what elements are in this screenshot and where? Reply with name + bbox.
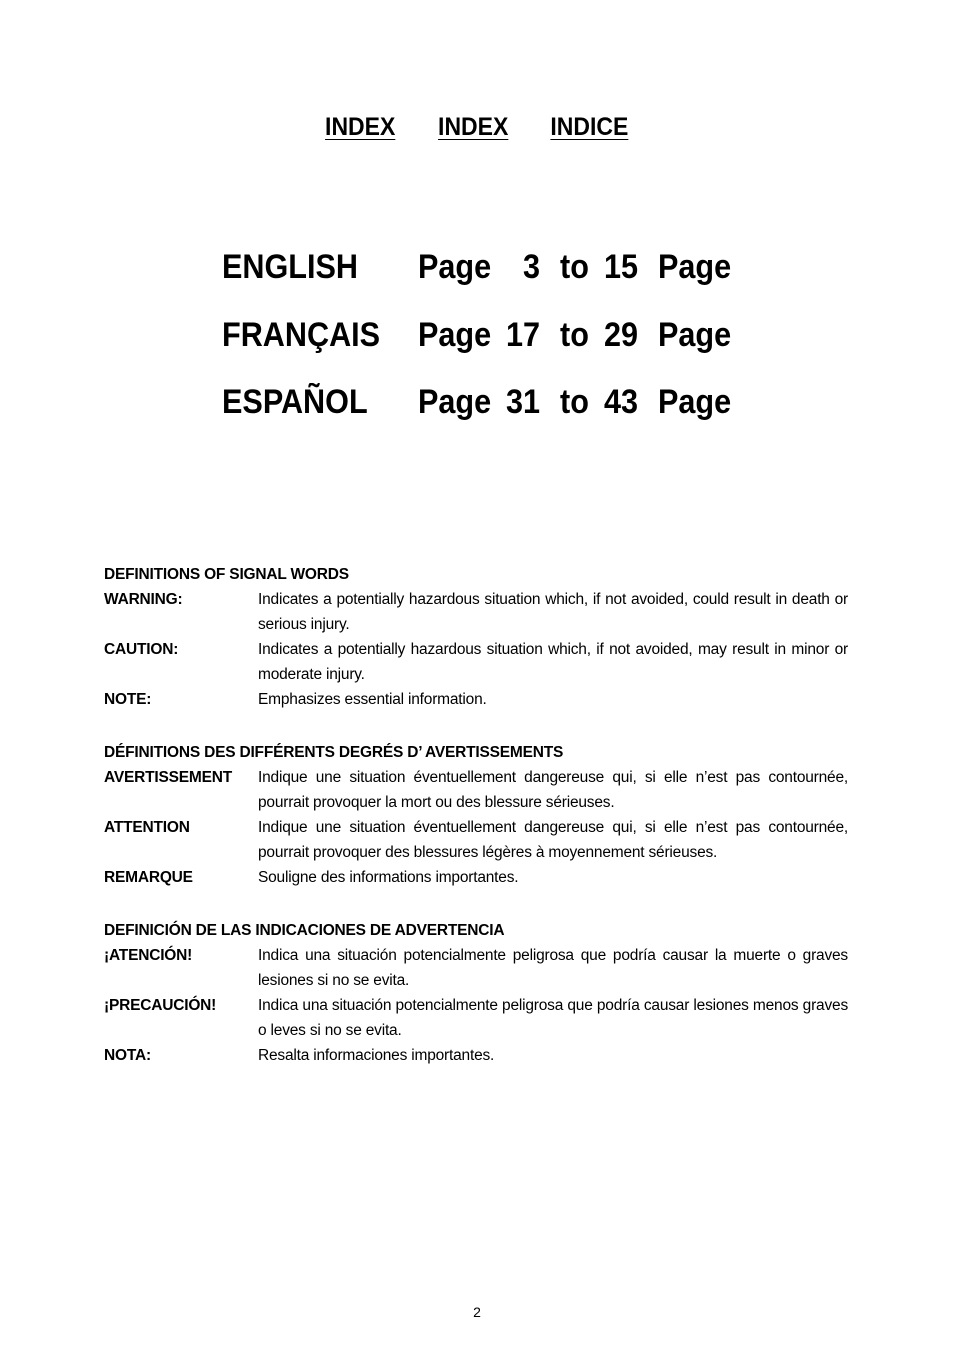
- toc-start-page: 3: [522, 248, 540, 286]
- toc-page-suffix: Page: [658, 315, 732, 354]
- toc-language: FRANÇAIS: [222, 315, 381, 354]
- definition-term: WARNING:: [104, 591, 183, 608]
- definition-text: Indicates a potentially hazardous situation which, if not avoided, could result in death or serious injury.: [258, 591, 848, 633]
- definition-term: ATTENTION: [104, 819, 190, 836]
- definition-text: Resalta informaciones importantes.: [258, 1047, 495, 1064]
- section-heading: DEFINITIONS OF SIGNAL WORDS: [104, 566, 349, 583]
- toc-start-page: 17: [505, 315, 540, 354]
- definition-entry: [104, 1043, 848, 1068]
- signal-words-english: [104, 562, 848, 712]
- toc-to-label: to: [560, 248, 589, 286]
- definition-term: REMARQUE: [104, 869, 193, 886]
- index-title-english: INDEX: [325, 113, 396, 141]
- definition-text: Indicates a potentially hazardous situation which, if not avoided, may result in minor or moderate injury.: [258, 641, 848, 683]
- definition-entry: [104, 943, 848, 993]
- definition-entry: [104, 815, 848, 865]
- index-title-spanish: INDICE: [550, 113, 629, 141]
- definition-entry: [104, 687, 848, 712]
- toc-page-suffix: Page: [658, 383, 732, 421]
- page-number: 2: [473, 1304, 481, 1320]
- toc-language: ENGLISH: [222, 248, 359, 286]
- signal-words-french: [104, 740, 848, 890]
- toc-to-label: to: [560, 383, 589, 421]
- toc-page-label: Page: [418, 383, 492, 421]
- signal-words-spanish: [104, 918, 848, 1068]
- definition-entry: [104, 865, 848, 890]
- definition-text: Emphasizes essential information.: [258, 691, 487, 708]
- definition-term: AVERTISSEMENT: [104, 769, 233, 786]
- definition-term: CAUTION:: [104, 641, 179, 658]
- definition-entry: [104, 587, 848, 637]
- toc-end-page: 29: [604, 315, 639, 354]
- definition-text: Souligne des informations importantes.: [258, 869, 519, 886]
- definition-text: Indique une situation éventuellement dangereuse qui, si elle n’est pas contournée, pourrait provoquer des blessures légères à moyennement sérieuses.: [258, 819, 848, 861]
- definition-term: NOTA:: [104, 1047, 151, 1064]
- toc-page-label: Page: [418, 248, 492, 286]
- definition-term: ¡ATENCIÓN!: [104, 947, 193, 964]
- definition-term: ¡PRECAUCIÓN!: [104, 997, 217, 1014]
- toc-page-suffix: Page: [658, 248, 732, 286]
- index-titles: [0, 113, 954, 142]
- definition-term: NOTE:: [104, 691, 152, 708]
- toc-start-page: 31: [505, 383, 540, 421]
- definition-text: Indica una situación potencialmente peligrosa que podría causar la muerte o graves lesiones si no se evita.: [258, 947, 848, 989]
- toc-end-page: 43: [604, 383, 639, 421]
- toc-page-label: Page: [418, 315, 492, 354]
- definition-text: Indica una situación potencialmente peligrosa que podría causar lesiones menos graves o leves si no se evita.: [258, 997, 848, 1039]
- definition-text: Indique une situation éventuellement dangereuse qui, si elle n’est pas contournée, pourrait provoquer la mort ou des blessure sérieuses.: [258, 769, 848, 811]
- definition-entry: [104, 765, 848, 815]
- definition-entry: [104, 993, 848, 1043]
- index-title-french: INDEX: [437, 113, 508, 141]
- definition-entry: [104, 637, 848, 687]
- section-heading: DEFINICIÓN DE LAS INDICACIONES DE ADVERTENCIA: [104, 922, 505, 939]
- section-heading: DÉFINITIONS DES DIFFÉRENTS DEGRÉS D’ AVERTISSEMENTS: [104, 744, 564, 761]
- toc-language: ESPAÑOL: [222, 383, 368, 421]
- toc-end-page: 15: [604, 248, 639, 286]
- toc-to-label: to: [560, 315, 589, 354]
